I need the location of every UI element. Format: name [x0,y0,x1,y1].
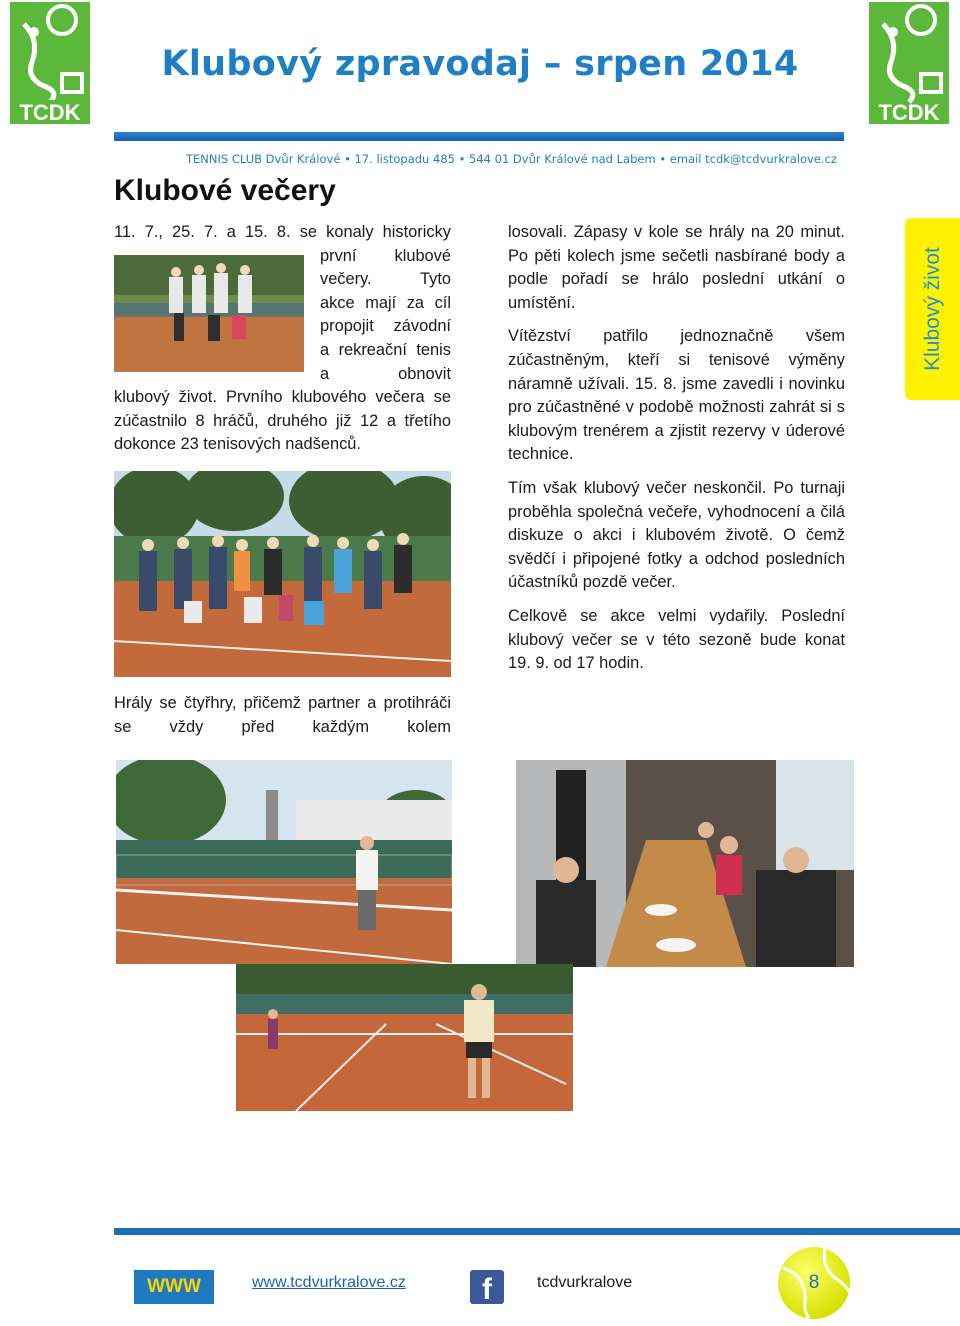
text-line: a obnovit [320,364,451,383]
text-line: klubový život. Prvního klubového večera se [114,388,451,407]
facebook-icon[interactable]: f [470,1270,504,1304]
photo-court-player [116,760,452,964]
www-badge: WWW [134,1270,214,1304]
facebook-name: tcdvurkralove [537,1274,633,1291]
footer-rule [114,1228,960,1235]
photo-small-group [114,255,304,372]
paragraph: Vítězství patřilo jednoznačně všem zúčastněným, kteří si tenisové výměny náramně užívali. 15. 8. jsme zavedli i novinku pro zúčastněné v podobě možnosti zahrát si s klubovým trenérem a zjistit rezervy v úderové technice. [508,327,845,464]
text-line: první klubové [320,246,451,265]
text-line: 11. 7., 25. 7. a 15. 8. se konaly historicky [114,223,451,241]
section-side-tab-label: Klubový život [920,247,944,371]
paragraph: losovali. Zápasy v kole se hrály na 20 minut. Po pěti kolech jsme sečetli nasbírané body a podle pořadí se hrálo poslední utkání o umístění. [508,223,845,312]
article-right-column [508,221,845,686]
contact-line: TENNIS CLUB Dvůr Králové • 17. listopadu 485 • 544 01 Dvůr Králové nad Labem • email tcdk@tcdvurkralove.cz [186,152,837,166]
photo-big-group [114,471,451,677]
photo-dinner [516,760,854,967]
newsletter-title: Klubový zpravodaj – srpen 2014 [161,44,799,84]
logo-text-right: TCDK [878,100,940,125]
page-number: 8 [808,1272,820,1293]
section-side-tab [905,218,960,400]
text-line: dokonce 23 tenisových nadšenců. [114,435,361,454]
text-line: propojit závodní [320,317,451,336]
logo-text-left: TCDK [19,100,81,125]
text-line: a rekreační tenis [320,340,451,359]
website-link[interactable]: www.tcdvurkralove.cz [252,1274,406,1291]
paragraph: Tím však klubový večer neskončil. Po turnaji proběhla společná večeře, vyhodnocení a čilá diskuze o akci i klubovém životě. O čemž svědčí i připojené fotky a odchod posledních účastníků pozdě večer. [508,478,845,592]
text-line: akce mají za cíl [320,293,451,312]
photo-court-player-2 [236,964,573,1111]
article-paragraph-2: Hrály se čtyřhry, přičemž partner a protihráči se vždy před každým kolem [114,694,451,736]
paragraph: Celkově se akce velmi vydařily. Poslední klubový večer se v této sezoně bude konat 19. 9. od 17 hodin. [508,606,845,673]
text-line: zúčastnilo 8 hráčů, druhého již 12 a třetího [114,411,451,430]
header-rule [114,132,844,141]
article-title: Klubové večery [114,174,336,207]
text-line: večery. Tyto [320,270,451,289]
